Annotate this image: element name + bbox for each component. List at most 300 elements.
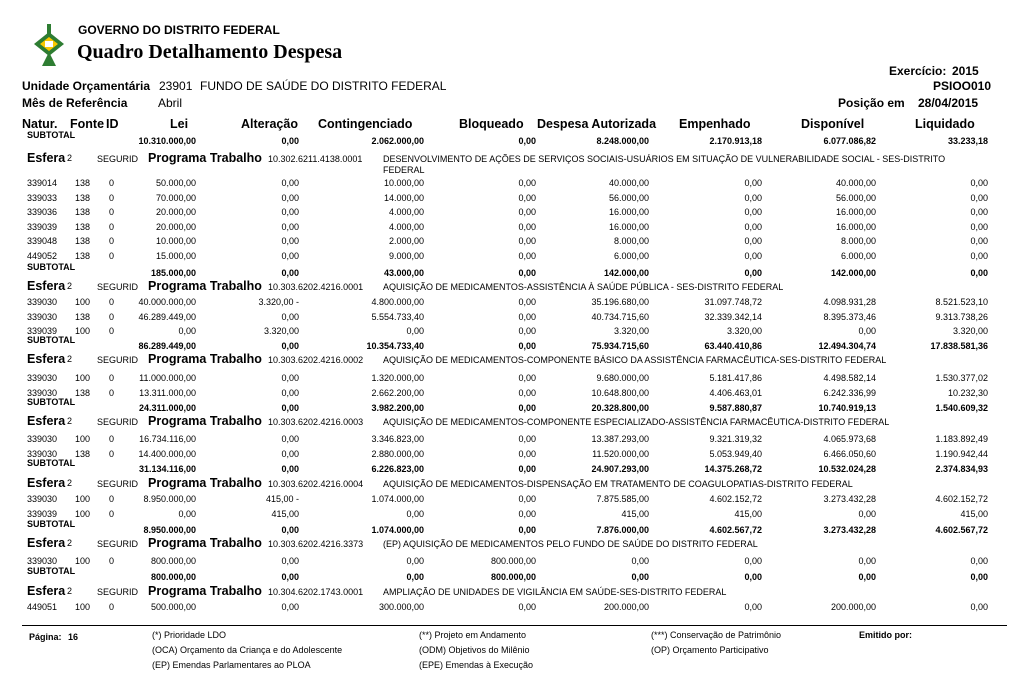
id-cell: 0: [109, 373, 115, 383]
subtotal-alteracao: 0,00: [281, 403, 299, 413]
natureza-cell: 339030: [27, 387, 58, 398]
bloqueado-cell: 0,00: [518, 236, 536, 246]
alteracao-cell: 0,00: [281, 250, 299, 261]
id-cell: 0: [109, 192, 115, 203]
fonte-cell: 138: [75, 207, 91, 217]
subtotal-bloqueado: 0,00: [518, 341, 536, 351]
liquidado-cell: 8.521.523,10: [935, 297, 988, 307]
subtotal-despesa-autorizada: 24.907.293,00: [591, 464, 649, 474]
brasilia-emblem-logo: [30, 24, 68, 66]
fonte-cell: 138: [75, 178, 91, 188]
disponivel-cell: 16.000,00: [835, 207, 876, 217]
despesa-autorizada-cell: 0,00: [631, 556, 649, 566]
legend-conservacao: (***) Conservação de Patrimônio: [651, 630, 782, 640]
empenhado-cell: 0,00: [744, 250, 762, 261]
subtotal-alteracao: 0,00: [281, 464, 299, 474]
lei-cell: 20.000,00: [155, 221, 196, 232]
despesa-autorizada-cell: 13.387.293,00: [591, 434, 649, 444]
lei-cell: 500.000,00: [150, 602, 196, 612]
contingenciado-cell: 1.320.000,00: [371, 373, 424, 383]
fonte-cell: 100: [75, 602, 91, 612]
fonte-cell: 100: [75, 494, 91, 504]
natureza-cell: 449052: [27, 250, 58, 261]
disponivel-cell: 3.273.432,28: [823, 494, 876, 504]
programa-description: AQUISIÇÃO DE MEDICAMENTOS-DISPENSAÇÃO EM TRATAMENTO DE COAGULOPATIAS-DISTRITO FEDERAL: [383, 479, 853, 489]
lei-cell: 70.000,00: [155, 192, 196, 203]
despesa-autorizada-cell: 40.734.715,60: [591, 311, 649, 322]
subtotal-despesa-autorizada: 8.248.000,00: [596, 136, 649, 146]
liquidado-cell: 4.602.152,72: [935, 494, 988, 504]
subtotal-liquidado: 33.233,18: [947, 136, 988, 146]
subtotal-empenhado: 14.375.268,72: [704, 464, 762, 474]
liquidado-cell: 0,00: [970, 178, 988, 188]
natureza-cell: 449051: [27, 602, 58, 612]
legend-prioridade-ldo: (*) Prioridade LDO: [152, 630, 227, 640]
empenhado-cell: 0,00: [744, 236, 762, 246]
liquidado-cell: 415,00: [960, 508, 988, 519]
fonte-cell: 100: [75, 508, 91, 519]
fonte-cell: 138: [75, 221, 91, 232]
contingenciado-cell: 4.800.000,00: [371, 297, 424, 307]
subtotal-label: SUBTOTAL: [27, 519, 76, 529]
bloqueado-cell: 0,00: [518, 373, 536, 383]
subtotal-disponivel: 3.273.432,28: [823, 525, 876, 535]
contingenciado-cell: 9.000,00: [388, 250, 424, 261]
programa-trabalho-label: Programa Trabalho: [148, 536, 262, 550]
id-cell: 0: [109, 236, 115, 246]
subtotal-alteracao: 0,00: [281, 341, 299, 351]
subtotal-empenhado: 0,00: [744, 268, 762, 278]
contingenciado-cell: 5.554.733,40: [371, 311, 424, 322]
subtotal-disponivel: 10.532.024,28: [818, 464, 876, 474]
liquidado-cell: 0,00: [970, 556, 988, 566]
subtotal-empenhado: 0,00: [744, 572, 762, 582]
programa-code: 10.302.6211.4138.0001: [268, 154, 363, 164]
id-cell: 0: [109, 602, 115, 612]
subtotal-despesa-autorizada: 7.876.000,00: [596, 525, 649, 535]
emitido-por: Emitido por:: [859, 630, 912, 640]
subtotal-bloqueado: 0,00: [518, 464, 536, 474]
bloqueado-cell: 800.000,00: [490, 556, 536, 566]
fonte-cell: 138: [75, 311, 91, 322]
programa-trabalho-label: Programa Trabalho: [148, 584, 262, 598]
id-cell: 0: [109, 326, 115, 336]
despesa-autorizada-cell: 35.196.680,00: [591, 297, 649, 307]
empenhado-cell: 0,00: [744, 192, 762, 203]
alteracao-cell: 0,00: [281, 221, 299, 232]
subtotal-liquidado: 2.374.834,93: [935, 464, 988, 474]
liquidado-cell: 1.190.942,44: [935, 448, 988, 459]
subtotal-contingenciado: 0,00: [406, 572, 424, 582]
esfera-label: Esfera: [27, 151, 66, 165]
empenhado-cell: 5.053.949,40: [709, 448, 762, 459]
lei-cell: 800.000,00: [150, 556, 196, 566]
contingenciado-cell: 300.000,00: [378, 602, 424, 612]
despesa-autorizada-cell: 40.000,00: [608, 178, 649, 188]
empenhado-cell: 0,00: [744, 178, 762, 188]
natureza-cell: 339036: [27, 207, 58, 217]
id-cell: 0: [109, 207, 115, 217]
subtotal-label: SUBTOTAL: [27, 335, 76, 345]
lei-cell: 8.950.000,00: [143, 494, 196, 504]
subtotal-despesa-autorizada: 20.328.800,00: [591, 403, 649, 413]
subtotal-lei: 31.134.116,00: [138, 464, 196, 474]
mes-value: Abril: [158, 96, 183, 110]
natureza-cell: 339014: [27, 178, 58, 188]
lei-cell: 50.000,00: [155, 178, 196, 188]
esfera-label: Esfera: [27, 279, 66, 293]
despesa-autorizada-cell: 415,00: [621, 508, 649, 519]
despesa-autorizada-cell: 16.000,00: [608, 207, 649, 217]
liquidado-cell: 1.183.892,49: [935, 434, 988, 444]
segment-code: SEGURID: [97, 154, 139, 164]
id-cell: 0: [109, 297, 115, 307]
empenhado-cell: 0,00: [744, 221, 762, 232]
id-cell: 0: [109, 508, 115, 519]
fonte-cell: 138: [75, 448, 91, 459]
subtotal-empenhado: 2.170.913,18: [709, 136, 762, 146]
subtotal-lei: 185.000,00: [150, 268, 196, 278]
segment-code: SEGURID: [97, 539, 139, 549]
disponivel-cell: 8.000,00: [840, 236, 876, 246]
natureza-cell: 339039: [27, 326, 58, 336]
programa-description-continued: FEDERAL: [383, 165, 425, 175]
programa-description: (EP) AQUISIÇÃO DE MEDICAMENTOS PELO FUNDO DE SAÚDE DO DISTRITO FEDERAL: [383, 539, 758, 549]
col-natur: Natur.: [22, 117, 58, 131]
subtotal-alteracao: 0,00: [281, 136, 299, 146]
id-cell: 0: [109, 250, 115, 261]
programa-code: 10.303.6202.4216.0003: [268, 417, 364, 427]
disponivel-cell: 4.498.582,14: [823, 373, 876, 383]
id-cell: 0: [109, 448, 115, 459]
subtotal-alteracao: 0,00: [281, 268, 299, 278]
col-empenhado: Empenhado: [679, 117, 751, 131]
empenhado-cell: 0,00: [744, 556, 762, 566]
subtotal-lei: 10.310.000,00: [138, 136, 196, 146]
natureza-cell: 339030: [27, 494, 58, 504]
subtotal-liquidado: 0,00: [970, 572, 988, 582]
liquidado-cell: 0,00: [970, 221, 988, 232]
disponivel-cell: 0,00: [858, 508, 876, 519]
subtotal-alteracao: 0,00: [281, 525, 299, 535]
empenhado-cell: 4.406.463,01: [709, 387, 762, 398]
lei-cell: 10.000,00: [155, 236, 196, 246]
esfera-label: Esfera: [27, 352, 66, 366]
programa-code: 10.304.6202.1743.0001: [268, 587, 364, 597]
empenhado-cell: 4.602.152,72: [709, 494, 762, 504]
disponivel-cell: 6.466.050,60: [823, 448, 876, 459]
id-cell: 0: [109, 387, 115, 398]
subtotal-liquidado: 17.838.581,36: [930, 341, 988, 351]
empenhado-cell: 5.181.417,86: [709, 373, 762, 383]
bloqueado-cell: 0,00: [518, 326, 536, 336]
empenhado-cell: 415,00: [734, 508, 762, 519]
exercicio-value: 2015: [952, 64, 979, 78]
bloqueado-cell: 0,00: [518, 207, 536, 217]
esfera-value: 2: [67, 478, 73, 488]
contingenciado-cell: 10.000,00: [383, 178, 424, 188]
despesa-autorizada-cell: 11.520.000,00: [592, 448, 649, 459]
legend-epe: (EPE) Emendas à Execução: [419, 660, 534, 670]
programa-code: 10.303.6202.4216.0004: [268, 479, 364, 489]
alteracao-cell: 0,00: [281, 373, 299, 383]
subtotal-contingenciado: 1.074.000,00: [371, 525, 424, 535]
segment-code: SEGURID: [97, 587, 139, 597]
disponivel-cell: 56.000,00: [835, 192, 876, 203]
alteracao-cell: 0,00: [281, 178, 299, 188]
fonte-cell: 138: [75, 192, 91, 203]
col-contingenciado: Contingenciado: [318, 117, 413, 131]
fonte-cell: 100: [75, 297, 91, 307]
subtotal-liquidado: 4.602.567,72: [935, 525, 988, 535]
contingenciado-cell: 0,00: [406, 508, 424, 519]
segment-code: SEGURID: [97, 355, 139, 365]
disponivel-cell: 16.000,00: [835, 221, 876, 232]
id-cell: 0: [109, 178, 115, 188]
col-lei: Lei: [170, 117, 189, 131]
col-id: ID: [106, 117, 119, 131]
liquidado-cell: 0,00: [970, 236, 988, 246]
liquidado-cell: 0,00: [970, 250, 988, 261]
lei-cell: 46.289.449,00: [138, 311, 196, 322]
despesa-autorizada-cell: 56.000,00: [608, 192, 649, 203]
lei-cell: 0,00: [178, 326, 196, 336]
bloqueado-cell: 0,00: [518, 494, 536, 504]
subtotal-contingenciado: 3.982.200,00: [371, 403, 424, 413]
contingenciado-cell: 0,00: [406, 556, 424, 566]
subtotal-disponivel: 10.740.919,13: [818, 403, 876, 413]
mes-label: Mês de Referência: [22, 96, 128, 110]
liquidado-cell: 0,00: [970, 192, 988, 203]
id-cell: 0: [109, 311, 115, 322]
subtotal-bloqueado: 0,00: [518, 403, 536, 413]
subtotal-despesa-autorizada: 142.000,00: [603, 268, 649, 278]
subtotal-disponivel: 6.077.086,82: [823, 136, 876, 146]
subtotal-empenhado: 63.440.410,86: [704, 341, 762, 351]
lei-cell: 40.000.000,00: [138, 297, 196, 307]
lei-cell: 16.734.116,00: [139, 434, 196, 444]
id-cell: 0: [109, 434, 115, 444]
programa-code: 10.303.6202.4216.0002: [268, 355, 364, 365]
alteracao-cell: 0,00: [281, 434, 299, 444]
exercicio-label: Exercício:: [889, 64, 947, 78]
subtotal-bloqueado: 0,00: [518, 136, 536, 146]
subtotal-lei: 8.950.000,00: [143, 525, 196, 535]
despesa-autorizada-cell: 3.320,00: [613, 326, 649, 336]
contingenciado-cell: 2.662.200,00: [371, 387, 424, 398]
bloqueado-cell: 0,00: [518, 178, 536, 188]
esfera-value: 2: [67, 281, 73, 291]
subtotal-contingenciado: 43.000,00: [383, 268, 424, 278]
bloqueado-cell: 0,00: [518, 297, 536, 307]
natureza-cell: 339030: [27, 297, 58, 307]
legend-ep: (EP) Emendas Parlamentares ao PLOA: [152, 660, 311, 670]
legend-op: (OP) Orçamento Participativo: [651, 645, 769, 655]
legend-projeto-andamento: (**) Projeto em Andamento: [419, 630, 527, 640]
disponivel-cell: 0,00: [858, 556, 876, 566]
esfera-label: Esfera: [27, 414, 66, 428]
natureza-cell: 339039: [27, 221, 58, 232]
bloqueado-cell: 0,00: [518, 602, 536, 612]
page-number: 16: [68, 632, 79, 642]
bloqueado-cell: 0,00: [518, 311, 536, 322]
despesa-autorizada-cell: 8.000,00: [613, 236, 649, 246]
liquidado-cell: 3.320,00: [952, 326, 988, 336]
subtotal-label: SUBTOTAL: [27, 262, 76, 272]
disponivel-cell: 6.242.336,99: [823, 387, 876, 398]
lei-cell: 11.000.000,00: [139, 373, 196, 383]
subtotal-despesa-autorizada: 0,00: [631, 572, 649, 582]
despesa-autorizada-cell: 6.000,00: [613, 250, 649, 261]
posicao-label: Posição em: [838, 96, 905, 110]
subtotal-label: SUBTOTAL: [27, 566, 76, 576]
disponivel-cell: 200.000,00: [830, 602, 876, 612]
alteracao-cell: 0,00: [281, 556, 299, 566]
report-title: Quadro Detalhamento Despesa: [77, 41, 343, 63]
esfera-value: 2: [67, 416, 73, 426]
programa-description: AQUISIÇÃO DE MEDICAMENTOS-COMPONENTE ESPECIALIZADO-ASSISTÊNCIA FARMACÊUTICA-DISTRITO FEDERAL: [383, 417, 890, 427]
programa-code: 10.303.6202.4216.0001: [268, 282, 364, 292]
segment-code: SEGURID: [97, 479, 139, 489]
subtotal-disponivel: 0,00: [858, 572, 876, 582]
programa-code: 10.303.6202.4216.3373: [268, 539, 364, 549]
esfera-value: 2: [67, 354, 73, 364]
alteracao-cell: 0,00: [281, 192, 299, 203]
report-code: PSIOO010: [933, 79, 992, 93]
programa-trabalho-label: Programa Trabalho: [148, 279, 262, 293]
segment-code: SEGURID: [97, 417, 139, 427]
natureza-cell: 339030: [27, 311, 58, 322]
subtotal-empenhado: 4.602.567,72: [709, 525, 762, 535]
empenhado-cell: 9.321.319,32: [709, 434, 762, 444]
legend-odm: (ODM) Objetivos do Milênio: [419, 645, 530, 655]
col-liquidado: Liquidado: [915, 117, 975, 131]
footer-divider: [22, 625, 1007, 626]
alteracao-cell: 415,00: [271, 508, 299, 519]
subtotal-empenhado: 9.587.880,87: [709, 403, 762, 413]
programa-trabalho-label: Programa Trabalho: [148, 352, 262, 366]
subtotal-despesa-autorizada: 75.934.715,60: [591, 341, 649, 351]
disponivel-cell: 8.395.373,46: [823, 311, 876, 322]
disponivel-cell: 40.000,00: [835, 178, 876, 188]
col-disponivel: Disponível: [801, 117, 865, 131]
disponivel-cell: 0,00: [858, 326, 876, 336]
unidade-label: Unidade Orçamentária: [22, 79, 151, 93]
subtotal-disponivel: 142.000,00: [830, 268, 876, 278]
empenhado-cell: 0,00: [744, 602, 762, 612]
subtotal-label: SUBTOTAL: [27, 458, 76, 468]
subtotal-liquidado: 0,00: [970, 268, 988, 278]
page-label: Página:: [29, 632, 62, 642]
liquidado-cell: 1.530.377,02: [935, 373, 988, 383]
programa-trabalho-label: Programa Trabalho: [148, 414, 262, 428]
natureza-cell: 339030: [27, 434, 58, 444]
col-alteracao: Alteração: [241, 117, 298, 131]
col-despesa-autorizada: Despesa Autorizada: [537, 117, 657, 131]
government-name: GOVERNO DO DISTRITO FEDERAL: [78, 23, 280, 37]
subtotal-alteracao: 0,00: [281, 572, 299, 582]
bloqueado-cell: 0,00: [518, 434, 536, 444]
fonte-cell: 138: [75, 387, 91, 398]
bloqueado-cell: 0,00: [518, 221, 536, 232]
alteracao-cell: 0,00: [281, 602, 299, 612]
contingenciado-cell: 0,00: [406, 326, 424, 336]
lei-cell: 15.000,00: [155, 250, 196, 261]
alteracao-cell: 0,00: [281, 387, 299, 398]
contingenciado-cell: 1.074.000,00: [371, 494, 424, 504]
programa-trabalho-label: Programa Trabalho: [148, 476, 262, 490]
esfera-value: 2: [67, 153, 73, 163]
disponivel-cell: 4.098.931,28: [823, 297, 876, 307]
contingenciado-cell: 14.000,00: [383, 192, 424, 203]
fonte-cell: 100: [75, 434, 91, 444]
esfera-label: Esfera: [27, 476, 66, 490]
natureza-cell: 339039: [27, 508, 58, 519]
esfera-value: 2: [67, 538, 73, 548]
fonte-cell: 100: [75, 373, 91, 383]
empenhado-cell: 3.320,00: [726, 326, 762, 336]
subtotal-bloqueado: 0,00: [518, 525, 536, 535]
alteracao-cell: 415,00 -: [265, 494, 299, 504]
despesa-autorizada-cell: 16.000,00: [608, 221, 649, 232]
subtotal-label: SUBTOTAL: [27, 397, 76, 407]
alteracao-cell: 3.320,00: [263, 326, 299, 336]
lei-cell: 0,00: [178, 508, 196, 519]
bloqueado-cell: 0,00: [518, 508, 536, 519]
subtotal-lei: 800.000,00: [150, 572, 196, 582]
subtotal-liquidado: 1.540.609,32: [935, 403, 988, 413]
subtotal-contingenciado: 6.226.823,00: [371, 464, 424, 474]
subtotal-contingenciado: 10.354.733,40: [366, 341, 424, 351]
programa-description: AQUISIÇÃO DE MEDICAMENTOS-ASSISTÊNCIA À SAÚDE PÚBLICA - SES-DISTRITO FEDERAL: [383, 282, 784, 292]
id-cell: 0: [109, 494, 115, 504]
disponivel-cell: 6.000,00: [840, 250, 876, 261]
lei-cell: 14.400.000,00: [138, 448, 196, 459]
despesa-autorizada-cell: 7.875.585,00: [596, 494, 649, 504]
natureza-cell: 339030: [27, 556, 58, 566]
liquidado-cell: 0,00: [970, 207, 988, 217]
natureza-cell: 339033: [27, 192, 58, 203]
natureza-cell: 339048: [27, 236, 58, 246]
programa-description: DESENVOLVIMENTO DE AÇÕES DE SERVIÇOS SOCIAIS-USUÁRIOS EM SITUAÇÃO DE VULNERABILIDADE SOCIAL - SES-DISTRITO: [383, 154, 946, 164]
programa-trabalho-label: Programa Trabalho: [148, 151, 262, 165]
fonte-cell: 138: [75, 236, 91, 246]
subtotal-bloqueado: 0,00: [518, 268, 536, 278]
fonte-cell: 138: [75, 250, 91, 261]
fonte-cell: 100: [75, 556, 91, 566]
bloqueado-cell: 0,00: [518, 387, 536, 398]
subtotal-contingenciado: 2.062.000,00: [371, 136, 424, 146]
alteracao-cell: 3.320,00 -: [258, 297, 299, 307]
alteracao-cell: 0,00: [281, 448, 299, 459]
id-cell: 0: [109, 221, 115, 232]
bloqueado-cell: 0,00: [518, 448, 536, 459]
fonte-cell: 100: [75, 326, 91, 336]
alteracao-cell: 0,00: [281, 207, 299, 217]
despesa-autorizada-cell: 10.648.800,00: [591, 387, 649, 398]
unidade-code: 23901: [159, 79, 193, 93]
contingenciado-cell: 2.000,00: [388, 236, 424, 246]
empenhado-cell: 0,00: [744, 207, 762, 217]
subtotal-lei: 24.311.000,00: [138, 403, 196, 413]
esfera-value: 2: [67, 586, 73, 596]
contingenciado-cell: 4.000,00: [388, 221, 424, 232]
contingenciado-cell: 3.346.823,00: [371, 434, 424, 444]
bloqueado-cell: 0,00: [518, 250, 536, 261]
contingenciado-cell: 2.880.000,00: [371, 448, 424, 459]
esfera-label: Esfera: [27, 536, 66, 550]
contingenciado-cell: 4.000,00: [388, 207, 424, 217]
